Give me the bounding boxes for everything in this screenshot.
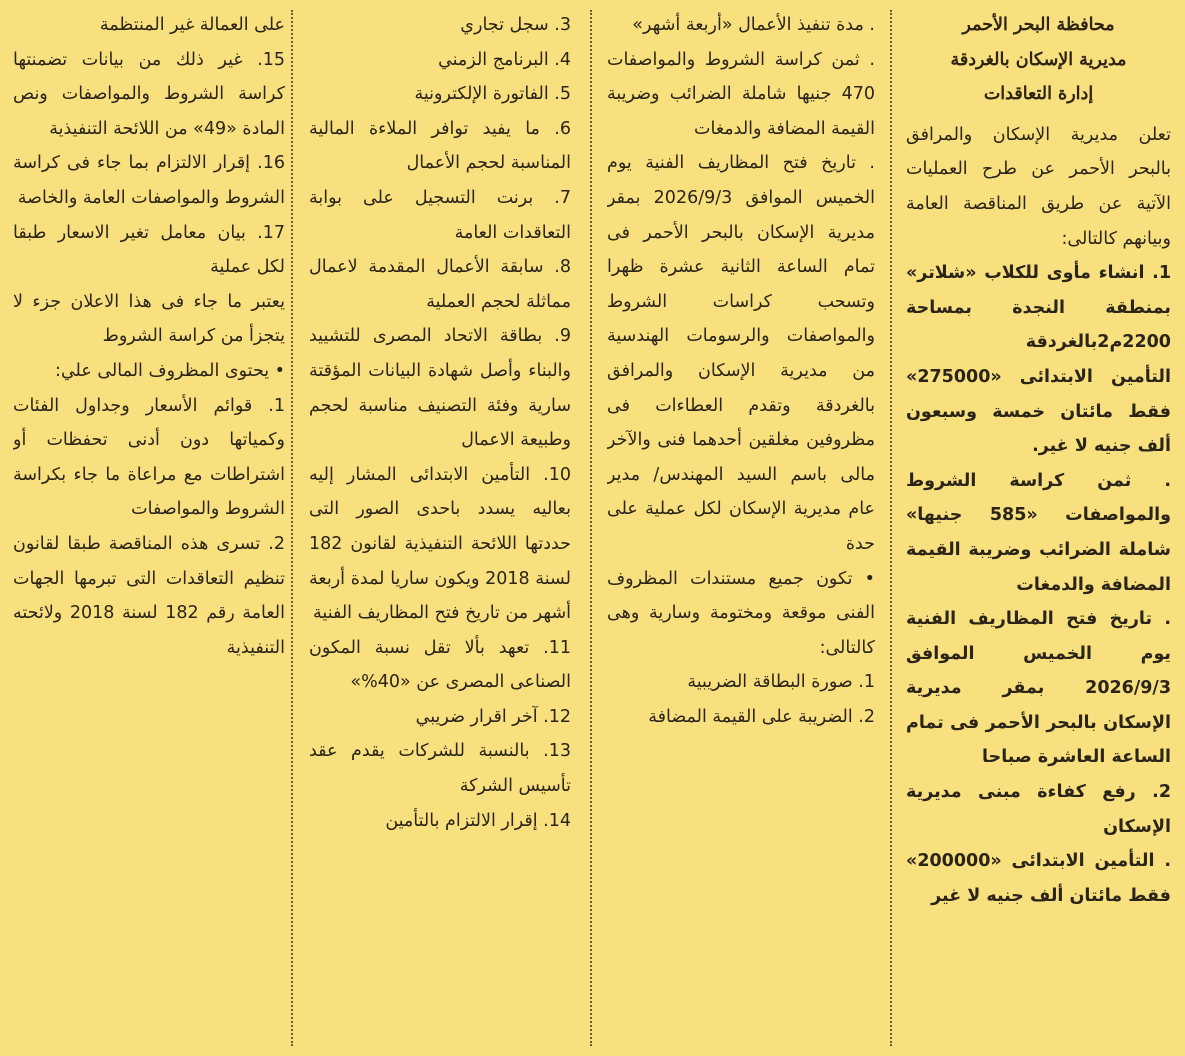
header-directorate: مديرية الإسكان بالغردقة (950, 49, 1127, 70)
paragraph: . تاريخ فتح المظاريف الفنية يوم الخميس الموافق 2026/9/3 بمقر مديرية الإسكان بالبحر الأحمر فى تمام الساعة الثانية عشرة ظهرا وتسحب كراسات الشروط والمواصفات والرسومات الهندسية من مديرية الإسكان والمرافق بالغردقة وتقدم العطاءات فى مظروفين مغلقين أحدهما فنى والآخر مالى باسم السيد المهندس/ مدير عام مديرية الإسكان لكل عملية على حدة (607, 153, 875, 554)
paragraph: 2. رفع كفاءة مبنى مديرية الإسكان (906, 782, 1171, 837)
paragraph: 15. غير ذلك من بيانات تضمنتها كراسة الشروط والمواصفات ونص المادة «49» من اللائحة التنفيذية (13, 49, 285, 139)
paragraph: . ثمن كراسة الشروط والمواصفات 470 جنيها شاملة الضرائب وضريبة القيمة المضافة والدمغات (607, 49, 875, 139)
paragraph: 1. انشاء مأوى للكلاب «شلاتر» بمنطقة النجدة بمساحة 2200م2بالغردقة (906, 263, 1171, 353)
paragraph: 16. إقرار الالتزام بما جاء فى كراسة الشروط والمواصفات العامة والخاصة (13, 153, 285, 208)
paragraph: • تكون جميع مستندات المظروف الفنى موقعة ومختومة وسارية وهى كالتالى: (607, 568, 875, 658)
paragraph: 12. آخر اقرار ضريبي (415, 706, 571, 727)
paragraph: 9. بطاقة الاتحاد المصرى للتشييد والبناء وأصل شهادة البيانات المؤقتة سارية وفئة التصنيف مناسبة لحجم وطبيعة الاعمال (309, 326, 571, 451)
paragraph: 13. بالنسبة للشركات يقدم عقد تأسيس الشركة (309, 741, 571, 797)
paragraph: على العمالة غير المنتظمة (99, 15, 285, 35)
paragraph: 8. سابقة الأعمال المقدمة لاعمال مماثلة لحجم العملية (309, 257, 571, 312)
paragraph: 3. سجل تجاري (460, 15, 571, 35)
paragraph: 11. تعهد بألا تقل نسبة المكون الصناعى المصرى عن «40%» (309, 637, 571, 693)
header-department: إدارة التعاقدات (983, 84, 1094, 105)
paragraph: 2. تسرى هذه المناقصة طبقا لقانون تنظيم التعاقدات التى تبرمها الجهات العامة رقم 182 لسنة 2018 ولائحته التنفيذية (13, 533, 285, 658)
paragraph: 10. التأمين الابتدائى المشار إليه بعاليه يسدد باحدى الصور التى حددتها اللائحة التنفيذية لقانون 182 لسنة 2018 ويكون ساريا لمدة أربعة أشهر من تاريخ فتح المظاريف الفنية (309, 464, 571, 624)
column-2 (607, 8, 875, 1048)
column-3 (309, 8, 571, 1048)
column-divider (590, 10, 592, 1046)
paragraph: التأمين الابتدائى «275000» فقط مائتان خمسة وسبعون ألف جنيه لا غير. (906, 366, 1171, 457)
paragraph: 1. قوائم الأسعار وجداول الفئات وكمياتها دون أدنى تحفظات أو اشتراطات مع مراعاة ما جاء بكراسة الشروط والمواصفات (13, 395, 285, 520)
column-divider (291, 10, 293, 1046)
paragraph: . ثمن كراسة الشروط والمواصفات «585 جنيها» شاملة الضرائب وضريبة القيمة المضافة والدمغات (906, 470, 1171, 595)
paragraph: 6. ما يفيد توافر الملاءة المالية المناسبة لحجم الأعمال (309, 118, 571, 174)
column-4 (13, 8, 285, 1048)
column-divider (890, 10, 892, 1046)
paragraph: 1. صورة البطاقة الضريبية (687, 672, 875, 693)
paragraph: 7. برنت التسجيل على بوابة التعاقدات العامة (309, 187, 571, 243)
header-governorate: محافظة البحر الأحمر (962, 15, 1115, 35)
paragraph: 4. البرنامج الزمني (438, 49, 571, 70)
paragraph: • يحتوى المظروف المالى علي: (55, 360, 285, 381)
paragraph: . تاريخ فتح المظاريف الفنية يوم الخميس الموافق 2026/9/3 بمقر مديرية الإسكان بالبحر الأحمر فى تمام الساعة العاشرة صباحا (906, 609, 1171, 768)
paragraph: 2. الضريبة على القيمة المضافة (648, 706, 875, 727)
paragraph: 5. الفاتورة الإلكترونية (414, 84, 571, 105)
announcement-header (906, 8, 1171, 112)
paragraph: يعتبر ما جاء فى هذا الاعلان جزء لا يتجزأ من كراسة الشروط (13, 291, 285, 347)
paragraph: 17. بيان معامل تغير الاسعار طبقا لكل عملية (13, 222, 285, 278)
column-1 (906, 8, 1171, 1048)
paragraph: . التأمين الابتدائى «200000» فقط مائتان ألف جنيه لا غير (906, 851, 1171, 906)
paragraph: . مدة تنفيذ الأعمال «أربعة أشهر» (632, 15, 875, 35)
paragraph: تعلن مديرية الإسكان والمرافق بالبحر الأحمر عن طرح العمليات الآتية عن طريق المناقصة العامة وبيانهم كالتالى: (906, 124, 1171, 249)
paragraph: 14. إقرار الالتزام بالتأمين (385, 810, 571, 831)
